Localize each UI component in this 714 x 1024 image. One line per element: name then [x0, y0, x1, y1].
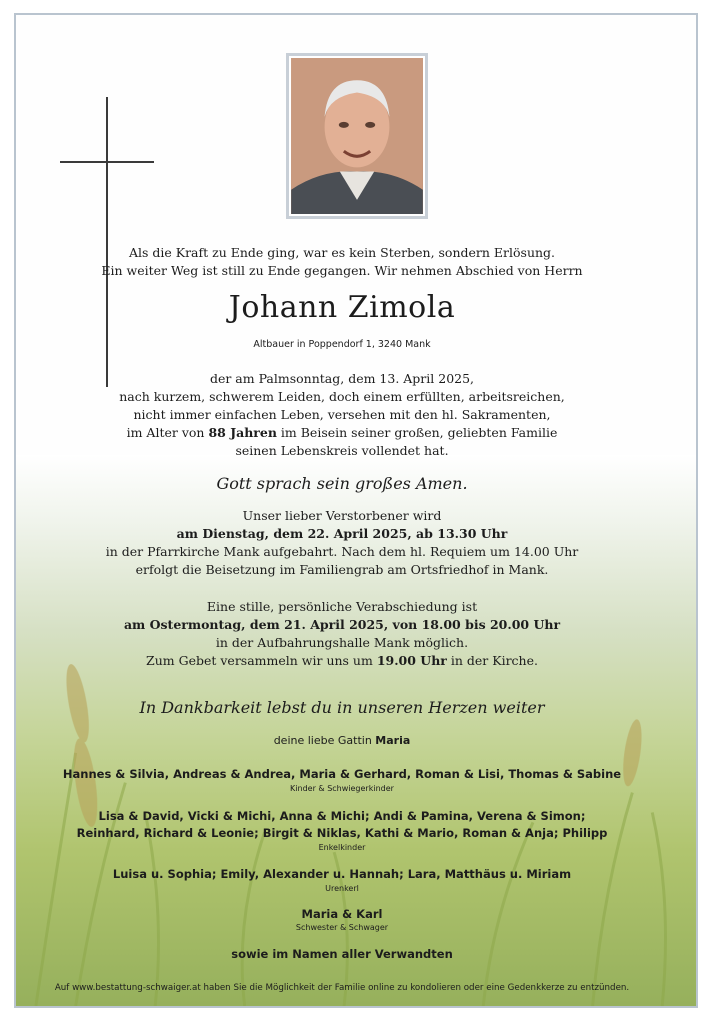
age-suffix: im Beisein seiner großen, geliebten Familie [276, 425, 558, 440]
grandchildren-label: Enkelkinder [318, 843, 366, 852]
portrait-image [291, 58, 423, 214]
death-line [0, 424, 684, 442]
viewing-date: am Dienstag, dem 22. April 2025, ab 13.30 Uhr [176, 526, 508, 541]
farewell-line [0, 652, 684, 670]
death-line: nicht immer einfachen Leben, versehen mit den hl. Sakramenten, [133, 407, 551, 422]
great-grandchildren-names: Luisa u. Sophia; Emily, Alexander u. Hannah; Lara, Matthäus u. Miriam [112, 867, 572, 881]
farewell-line: Eine stille, persönliche Verabschiedung ist [206, 599, 478, 614]
prayer-suffix: in der Kirche. [446, 653, 538, 668]
children-label: Kinder & Schwiegerkinder [290, 784, 394, 793]
deceased-subtitle: Altbauer in Poppendorf 1, 3240 Mank [253, 339, 431, 350]
deceased-name: Johann Zimola [228, 290, 456, 325]
great-grandchildren-label: Urenkerl [325, 884, 359, 893]
wife-line [0, 734, 684, 747]
siblings-label: Schwester & Schwager [295, 923, 389, 932]
death-line: der am Palmsonntag, dem 13. April 2025, [209, 371, 475, 386]
death-announcement [0, 370, 684, 460]
relatives-line: sowie im Namen aller Verwandten [231, 947, 453, 961]
age: 88 Jahren [208, 425, 277, 440]
prayer-prefix: Zum Gebet versammeln wir uns um [146, 653, 377, 668]
children-names: Hannes & Silvia, Andreas & Andrea, Maria & Gerhard, Roman & Lisi, Thomas & Sabine [62, 767, 622, 781]
grandchildren-names-1: Lisa & David, Vicki & Michi, Anna & Michi; Andi & Pamina, Verena & Simon; [98, 809, 586, 823]
wife-prefix: deine liebe Gattin [273, 734, 376, 747]
viewing-line: in der Pfarrkirche Mank aufgebahrt. Nach dem hl. Requiem um 14.00 Uhr [105, 544, 579, 559]
death-line: nach kurzem, schwerem Leiden, doch einem erfüllten, arbeitsreichen, [119, 389, 565, 404]
farewell-date: am Ostermontag, dem 21. April 2025, von 18.00 bis 20.00 Uhr [123, 617, 561, 632]
siblings-names: Maria & Karl [301, 907, 383, 921]
viewing-line: Unser lieber Verstorbener wird [242, 508, 442, 523]
prayer-time: 19.00 Uhr [376, 653, 447, 668]
age-prefix: im Alter von [126, 425, 209, 440]
footer-note: Auf www.bestattung-schwaiger.at haben Sie die Möglichkeit der Familie online zu kondolieren oder eine Gedenkkerze zu entzünden. [54, 983, 630, 993]
intro-line: Als die Kraft zu Ende ging, war es kein Sterben, sondern Erlösung. [128, 245, 556, 260]
viewing-line: erfolgt die Beisetzung im Familiengrab am Ortsfriedhof in Mank. [135, 562, 549, 577]
quote-gratitude: In Dankbarkeit lebst du in unseren Herzen weiter [139, 698, 545, 717]
intro-text [0, 244, 684, 280]
quote-amen: Gott sprach sein großes Amen. [216, 474, 468, 493]
farewell-line: in der Aufbahrungshalle Mank möglich. [215, 635, 469, 650]
portrait-photo [286, 53, 428, 219]
viewing-info [0, 507, 684, 579]
death-line: seinen Lebenskreis vollendet hat. [235, 443, 449, 458]
cross-icon-beam [60, 161, 154, 163]
intro-line: Ein weiter Weg ist still zu Ende gegangen. Wir nehmen Abschied von Herrn [101, 263, 583, 278]
grandchildren-names-2: Reinhard, Richard & Leonie; Birgit & Niklas, Kathi & Mario, Roman & Anja; Philipp [76, 826, 608, 840]
farewell-info [0, 598, 684, 670]
portrait-illustration [291, 58, 423, 214]
wife-name: Maria [375, 734, 411, 747]
